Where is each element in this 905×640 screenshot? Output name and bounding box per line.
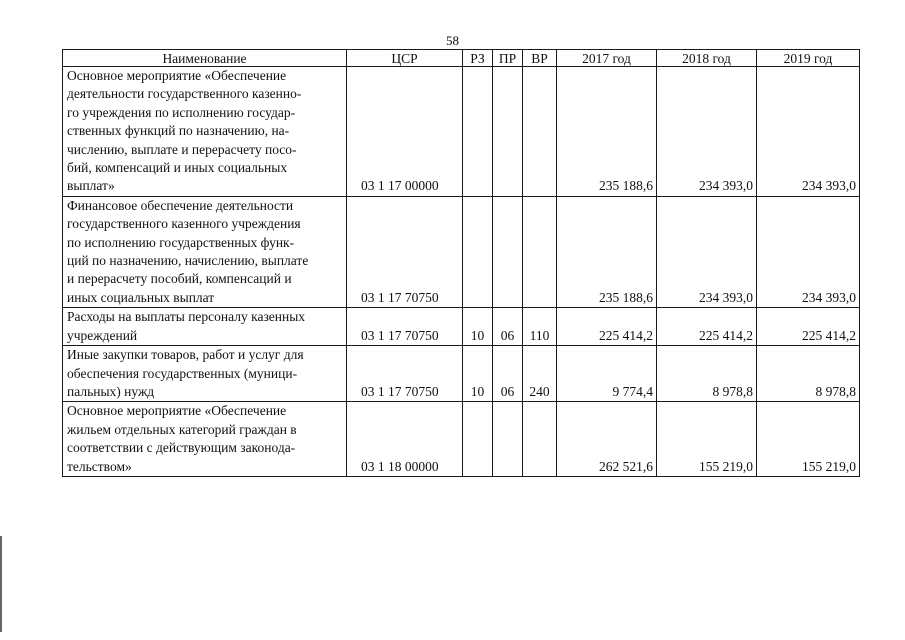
row-name: [63, 308, 347, 346]
row-name-line: ций по назначению, начислению, выплате: [67, 253, 309, 269]
row-csr: 03 1 17 70750: [347, 308, 463, 346]
row-name-line: тельством»: [67, 458, 132, 474]
row-name-line: Финансовое обеспечение деятельности: [67, 197, 294, 213]
header-vr: ВР: [523, 50, 557, 67]
row-csr: 03 1 17 00000: [347, 67, 463, 197]
row-csr: 03 1 18 00000: [347, 402, 463, 477]
row-name-line: и перерасчету пособий, компенсаций и: [67, 271, 292, 287]
row-vr: 240: [523, 346, 557, 402]
table-row: [63, 346, 860, 402]
table-row: [63, 402, 860, 477]
row-name-line: государственного казенного учреждения: [67, 216, 301, 232]
scan-edge-shadow: [0, 536, 2, 632]
row-2018: 8 978,8: [657, 346, 757, 402]
header-rz: РЗ: [463, 50, 493, 67]
row-name-line: соответствии с действующим законода-: [67, 440, 296, 456]
row-2019: 155 219,0: [757, 402, 860, 477]
table-row: [63, 196, 860, 307]
row-name-line: бий, компенсаций и иных социальных: [67, 160, 288, 176]
row-2018: 234 393,0: [657, 67, 757, 197]
row-2019: 234 393,0: [757, 196, 860, 307]
row-2018: 155 219,0: [657, 402, 757, 477]
row-2019: 8 978,8: [757, 346, 860, 402]
row-rz: [463, 67, 493, 197]
table-row: [63, 308, 860, 346]
row-2017: 235 188,6: [557, 67, 657, 197]
row-2018: 225 414,2: [657, 308, 757, 346]
row-csr: 03 1 17 70750: [347, 196, 463, 307]
row-vr: 110: [523, 308, 557, 346]
header-name: Наименование: [63, 50, 347, 67]
row-name: [63, 67, 347, 197]
header-csr: ЦСР: [347, 50, 463, 67]
row-name-line: жильем отдельных категорий граждан в: [67, 421, 297, 437]
row-pr: [493, 196, 523, 307]
row-name-line: выплат»: [67, 178, 115, 194]
table-row: [63, 67, 860, 197]
row-name-line: учреждений: [67, 327, 138, 343]
row-name-line: ственных функций по назначению, на-: [67, 123, 290, 139]
row-pr: 06: [493, 308, 523, 346]
row-vr: [523, 67, 557, 197]
budget-table: [62, 49, 860, 477]
row-name-line: Основное мероприятие «Обеспечение: [67, 403, 287, 419]
row-name-line: го учреждения по исполнению государ-: [67, 104, 296, 120]
row-name-line: иных социальных выплат: [67, 289, 215, 305]
row-name: [63, 402, 347, 477]
header-2019: 2019 год: [757, 50, 860, 67]
row-2019: 234 393,0: [757, 67, 860, 197]
header-2017: 2017 год: [557, 50, 657, 67]
table-body: [63, 67, 860, 477]
row-vr: [523, 402, 557, 477]
row-name-line: Расходы на выплаты персоналу казенных: [67, 309, 306, 325]
header-2018: 2018 год: [657, 50, 757, 67]
row-name-line: Иные закупки товаров, работ и услуг для: [67, 347, 304, 363]
row-rz: [463, 402, 493, 477]
row-rz: 10: [463, 308, 493, 346]
row-name-line: пальных) нужд: [67, 383, 155, 399]
row-2019: 225 414,2: [757, 308, 860, 346]
row-name: [63, 346, 347, 402]
row-name: [63, 196, 347, 307]
row-rz: 10: [463, 346, 493, 402]
row-vr: [523, 196, 557, 307]
row-2017: 9 774,4: [557, 346, 657, 402]
row-rz: [463, 196, 493, 307]
row-name-line: числению, выплате и перерасчету посо-: [67, 141, 297, 157]
row-name-line: по исполнению государственных функ-: [67, 234, 295, 250]
header-pr: ПР: [493, 50, 523, 67]
row-name-line: обеспечения государственных (муници-: [67, 365, 298, 381]
row-name-line: деятельности государственного казенно-: [67, 86, 302, 102]
row-2017: 235 188,6: [557, 196, 657, 307]
page-number: 58: [446, 33, 459, 48]
header-row: [63, 50, 860, 67]
table-header: [63, 50, 860, 67]
row-csr: 03 1 17 70750: [347, 346, 463, 402]
row-2017: 225 414,2: [557, 308, 657, 346]
row-pr: 06: [493, 346, 523, 402]
row-pr: [493, 67, 523, 197]
row-pr: [493, 402, 523, 477]
row-2018: 234 393,0: [657, 196, 757, 307]
row-name-line: Основное мероприятие «Обеспечение: [67, 68, 287, 83]
row-2017: 262 521,6: [557, 402, 657, 477]
